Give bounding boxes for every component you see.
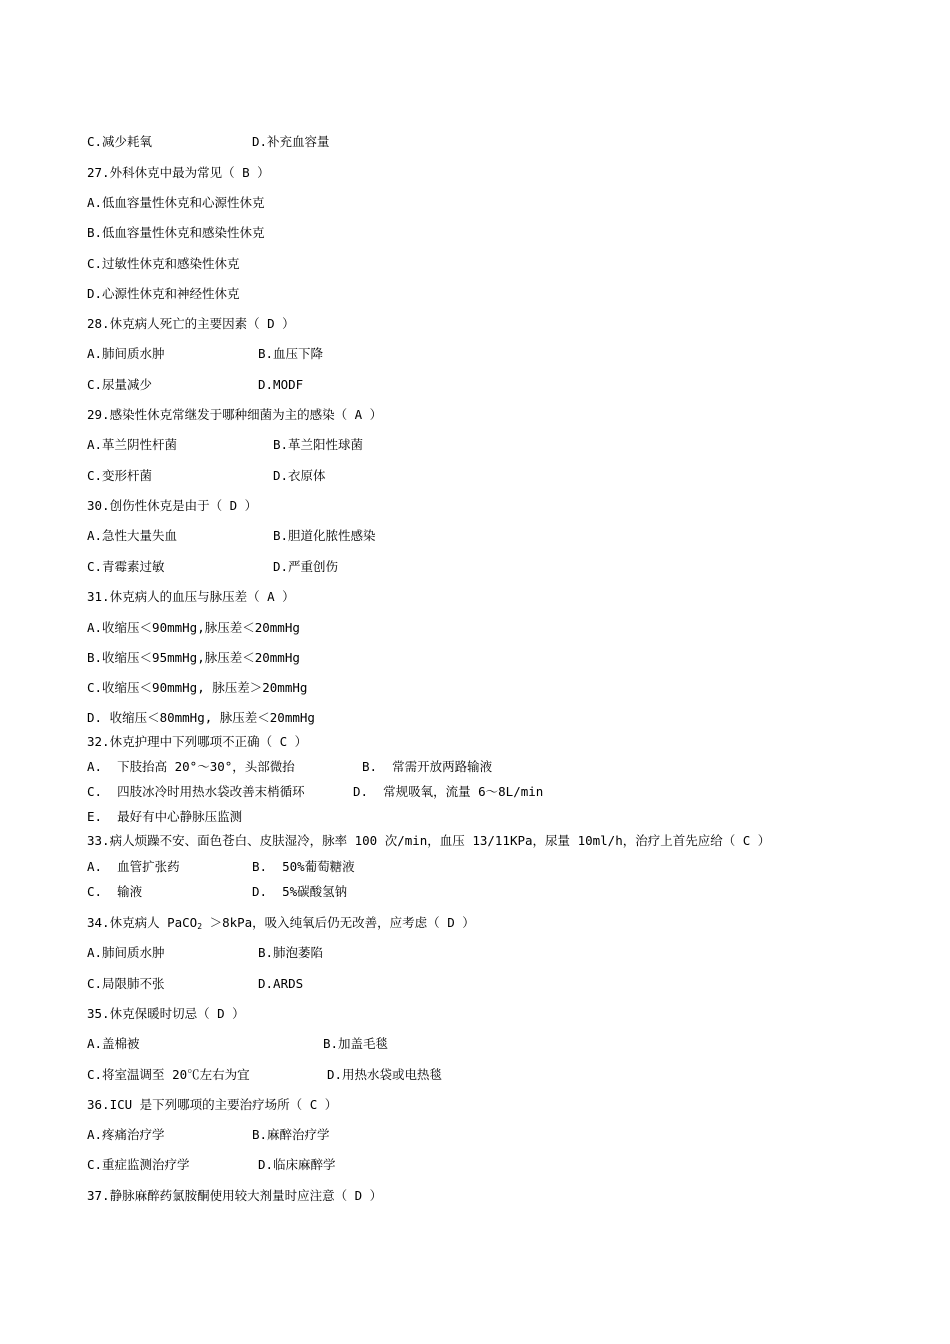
option-line	[87, 976, 304, 992]
option-line: C.过敏性休克和感染性休克	[87, 256, 240, 271]
option-line	[87, 377, 304, 393]
option-line: B.收缩压＜95mmHg,脉压差＜20mmHg	[87, 650, 300, 665]
option-text: C.重症监测治疗学	[87, 1157, 190, 1172]
option-text: B.麻醉治疗学	[252, 1127, 330, 1142]
option-line	[87, 884, 348, 900]
option-line	[87, 945, 324, 961]
question-text: 31.休克病人的血压与脉压差（ A ）	[87, 589, 295, 604]
question-text-part: 34.休克病人 PaCO	[87, 915, 198, 930]
subscript: 2	[197, 922, 203, 931]
option-text: C.尿量减少	[87, 377, 153, 392]
option-text: C.变形杆菌	[87, 468, 153, 483]
option-line	[87, 859, 355, 875]
option-text: A. 下肢抬高 20°～30°，头部微抬	[87, 759, 295, 774]
question-text: 32.休克护理中下列哪项不正确（ C ）	[87, 734, 308, 749]
option-text: A.肺间质水肿	[87, 346, 165, 361]
option-line	[87, 1127, 330, 1143]
option-line	[87, 1036, 389, 1052]
option-text: B.胆道化脓性感染	[273, 528, 376, 543]
option-line	[87, 346, 324, 362]
option-text: A.盖棉被	[87, 1036, 140, 1051]
option-line: B.低血容量性休克和感染性休克	[87, 225, 265, 240]
question-text: 36.ICU 是下列哪项的主要治疗场所（ C ）	[87, 1097, 338, 1112]
option-text: C.将室温调至 20℃左右为宜	[87, 1067, 250, 1082]
option-text: B. 50%葡萄糖液	[252, 859, 355, 874]
question-text-part: ＞8kPa，吸入纯氧后仍无改善，应考虑（ D ）	[202, 915, 475, 930]
option-text: A. 血管扩张药	[87, 859, 180, 874]
option-text: C. 四肢冰冷时用热水袋改善末梢循环	[87, 784, 305, 799]
option-line: E. 最好有中心静脉压监测	[87, 809, 243, 824]
option-text: A.革兰阴性杆菌	[87, 437, 178, 452]
option-line	[87, 528, 376, 544]
option-text: B.革兰阳性球菌	[273, 437, 364, 452]
option-line: C.收缩压＜90mmHg, 脉压差＞20mmHg	[87, 680, 308, 695]
option-text: A.急性大量失血	[87, 528, 178, 543]
option-text: B.血压下降	[258, 346, 324, 361]
option-line: D. 收缩压＜80mmHg, 脉压差＜20mmHg	[87, 710, 315, 725]
option-text: D. 常规吸氧，流量 6～8L/min	[353, 784, 544, 799]
question-text: 29.感染性休克常继发于哪种细菌为主的感染（ A ）	[87, 407, 383, 422]
option-text: B.肺泡萎陷	[258, 945, 324, 960]
option-line: A.收缩压＜90mmHg,脉压差＜20mmHg	[87, 620, 300, 635]
option-text: B. 常需开放两路输液	[362, 759, 493, 774]
option-text: C.减少耗氧	[87, 134, 153, 149]
option-text: D.ARDS	[258, 976, 304, 991]
option-line	[87, 134, 330, 150]
option-text: C. 输液	[87, 884, 143, 899]
option-line	[87, 559, 339, 575]
option-text: D. 5%碳酸氢钠	[252, 884, 348, 899]
question-text: 27.外科休克中最为常见（ B ）	[87, 165, 270, 180]
option-line	[87, 1067, 443, 1083]
option-line: D.心源性休克和神经性休克	[87, 286, 240, 301]
option-text: A.疼痛治疗学	[87, 1127, 165, 1142]
question-text: 33.病人烦躁不安、面色苍白、皮肤湿冷，脉率 100 次/min，血压 13/11KPa，尿量 10ml/h，治疗上首先应给（ C ）	[87, 833, 771, 848]
option-line: A.低血容量性休克和心源性休克	[87, 195, 265, 210]
option-text: B.加盖毛毯	[323, 1036, 389, 1051]
option-text: D.补充血容量	[252, 134, 330, 149]
question-text: 30.创伤性休克是由于（ D ）	[87, 498, 258, 513]
question-text: 35.休克保暖时切忌（ D ）	[87, 1006, 245, 1021]
option-text: C.青霉素过敏	[87, 559, 165, 574]
option-line	[87, 437, 364, 453]
option-line	[87, 468, 326, 484]
option-line	[87, 784, 544, 800]
option-line	[87, 759, 493, 775]
option-line	[87, 1157, 336, 1173]
question-text	[87, 915, 475, 935]
option-text: D.用热水袋或电热毯	[327, 1067, 443, 1082]
option-text: A.肺间质水肿	[87, 945, 165, 960]
option-text: C.局限肺不张	[87, 976, 165, 991]
option-text: D.衣原体	[273, 468, 326, 483]
question-text: 28.休克病人死亡的主要因素（ D ）	[87, 316, 295, 331]
option-text: D.MODF	[258, 377, 304, 392]
option-text: D.严重创伤	[273, 559, 339, 574]
question-text: 37.静脉麻醉药氯胺酮使用较大剂量时应注意（ D ）	[87, 1188, 383, 1203]
option-text: D.临床麻醉学	[258, 1157, 336, 1172]
